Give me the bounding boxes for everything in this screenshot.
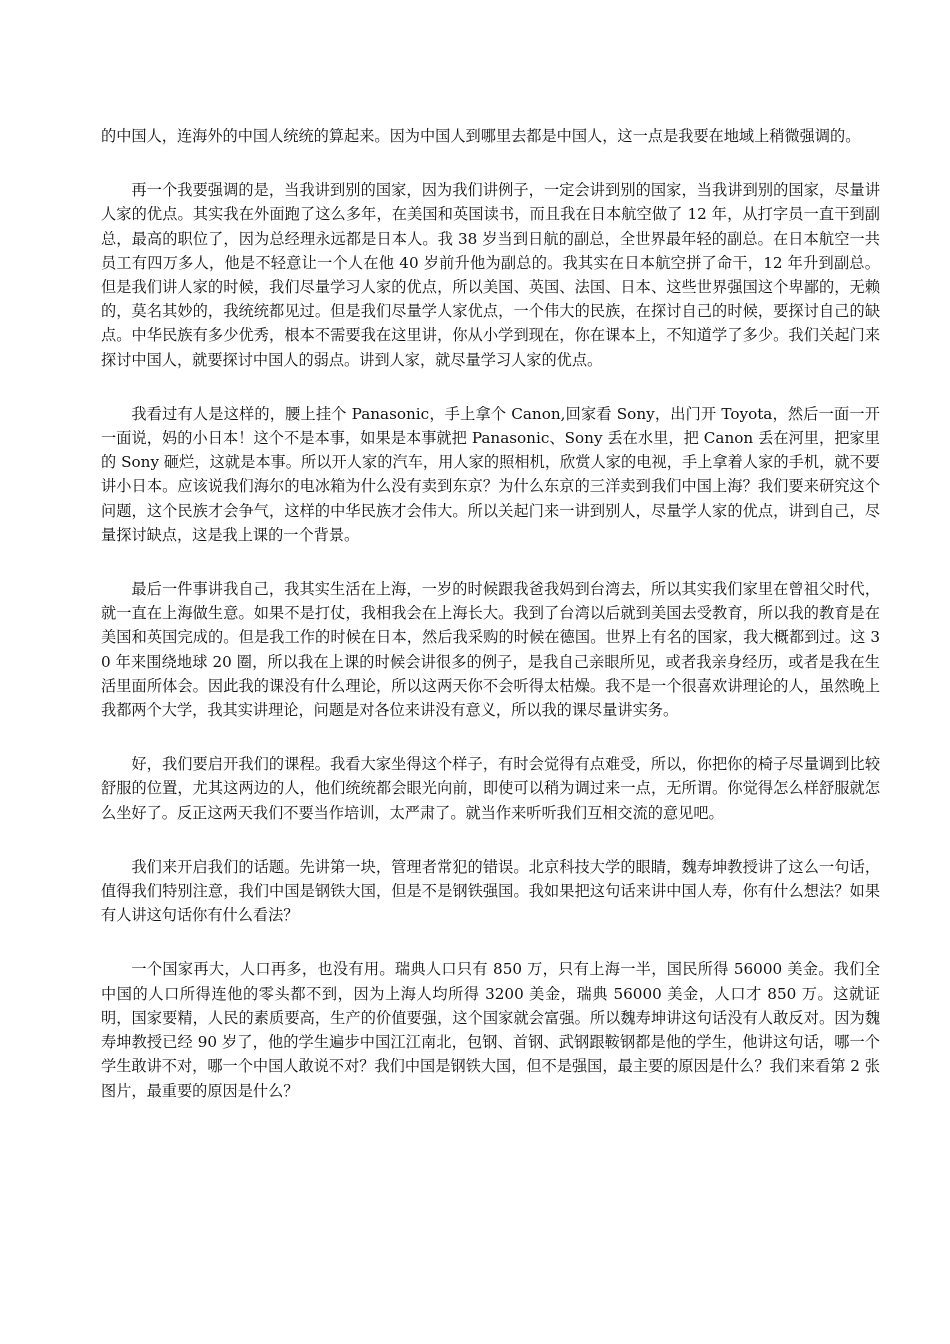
paragraph-foreign-strengths: 再一个我要强调的是，当我讲到别的国家，因为我们讲例子，一定会讲到别的国家，当我讲到别的国家，尽量讲人家的优点。其实我在外面跑了这么多年，在美国和英国读书，而且我在日本航空做了 12 年，从打字员一直干到副总，最高的职位了，因为总经理永远都是日本人。我 38 岁当到日航的副总，全世界最年轻的副总。在日本航空一共员工有四万多人，他是不轻意让一个人在他 40 岁前升他为副总的。我其实在日本航空拼了命干，12 年升到副总。但是我们讲人家的时候，我们尽量学习人家的优点，所以美国、英国、法国、日本、这些世界强国这个卑鄙的，无赖的，莫名其妙的，我统统都见过。但是我们尽量学人家优点，一个伟大的民族，在探讨自己的时候，要探讨自己的缺点。中华民族有多少优秀，根本不需要我在这里讲，你从小学到现在，你在课本上，不知道学了多少。我们关起门来探讨中国人，就要探讨中国人的弱点。讲到人家，就尽量学习人家的优点。 [101,181,880,369]
paragraph-course-start: 好，我们要启开我们的课程。我看大家坐得这个样子，有时会觉得有点难受，所以，你把你的椅子尽量调到比较舒服的位置，尤其这两边的人，他们统统都会眼光向前，即使可以稍为调过来一点，无所谓。你觉得怎么样舒服就怎么坐好了。反正这两天我们不要当作培训，太严肃了。就当作来听听我们互相交流的意见吧。 [101,755,880,822]
paragraph-continuation: 的中国人，连海外的中国人统统的算起来。因为中国人到哪里去都是中国人，这一点是我要在地域上稍微强调的。 [101,127,861,145]
paragraph-sweden-example: 一个国家再大，人口再多，也没有用。瑞典人口只有 850 万，只有上海一半，国民所得 56000 美金。我们全中国的人口所得连他的零头都不到，因为上海人均所得 3200 美金，瑞典 56000 美金，人口才 850 万。这就证明，国家要精，人民的素质要高，生产的价值要强，这个国家就会富强。所以魏寿坤讲这句话没有人敢反对。因为魏寿坤教授已经 90 岁了，他的学生遍步中国江江南北，包钢、首钢、武钢跟鞍钢都是他的学生，他讲这句话，哪一个学生敢讲不对，哪一个中国人敢说不对？我们中国是钢铁大国，但不是强国，最主要的原因是什么？我们来看第 2 张图片，最重要的原因是什么？ [101,960,880,1100]
paragraph-personal-background: 最后一件事讲我自己，我其实生活在上海，一岁的时候跟我爸我妈到台湾去，所以其实我们家里在曾祖父时代，就一直在上海做生意。如果不是打仗，我相我会在上海长大。我到了台湾以后就到美国去受教育，所以我的教育是在美国和英国完成的。但是我工作的时候在日本，然后我采购的时候在德国。世界上有名的国家，我大概都到过。这 30 年来围绕地球 20 圈，所以我在上课的时候会讲很多的例子，是我自己亲眼所见，或者我亲身经历，或者是我在生活里面所体会。因此我的课没有什么理论，所以这两天你不会听得太枯燥。我不是一个很喜欢讲理论的人，虽然晚上我都两个大学，我其实讲理论，问题是对各位来讲没有意义，所以我的课尽量讲实务。 [101,580,880,720]
paragraph-topic-intro: 我们来开启我们的话题。先讲第一块，管理者常犯的错误。北京科技大学的眼睛，魏寿坤教授讲了这么一句话，值得我们特别注意，我们中国是钢铁大国，但是不是钢铁强国。我如果把这句话来讲中国人寿，你有什么想法？如果有人讲这句话你有什么看法？ [101,857,880,925]
paragraph-japanese-brands: 我看过有人是这样的，腰上挂个 Panasonic，手上拿个 Canon,回家看 Sony，出门开 Toyota，然后一面一开一面说，妈的小日本！这个不是本事，如果是本事就把 Panasonic、Sony 丢在水里，把 Canon 丢在河里，把家里的 Sony 砸烂，这就是本事。所以开人家的汽车，用人家的照相机，欣赏人家的电视，手上拿着人家的手机，就不要讲小日本。应该说我们海尔的电冰箱为什么没有卖到东京？为什么东京的三洋卖到我们中国上海？我们要来研究这个问题，这个民族才会争气，这样的中华民族才会伟大。所以关起门来一讲到别人，尽量学人家的优点，讲到自己，尽量探讨缺点，这是我上课的一个背景。 [101,404,880,544]
